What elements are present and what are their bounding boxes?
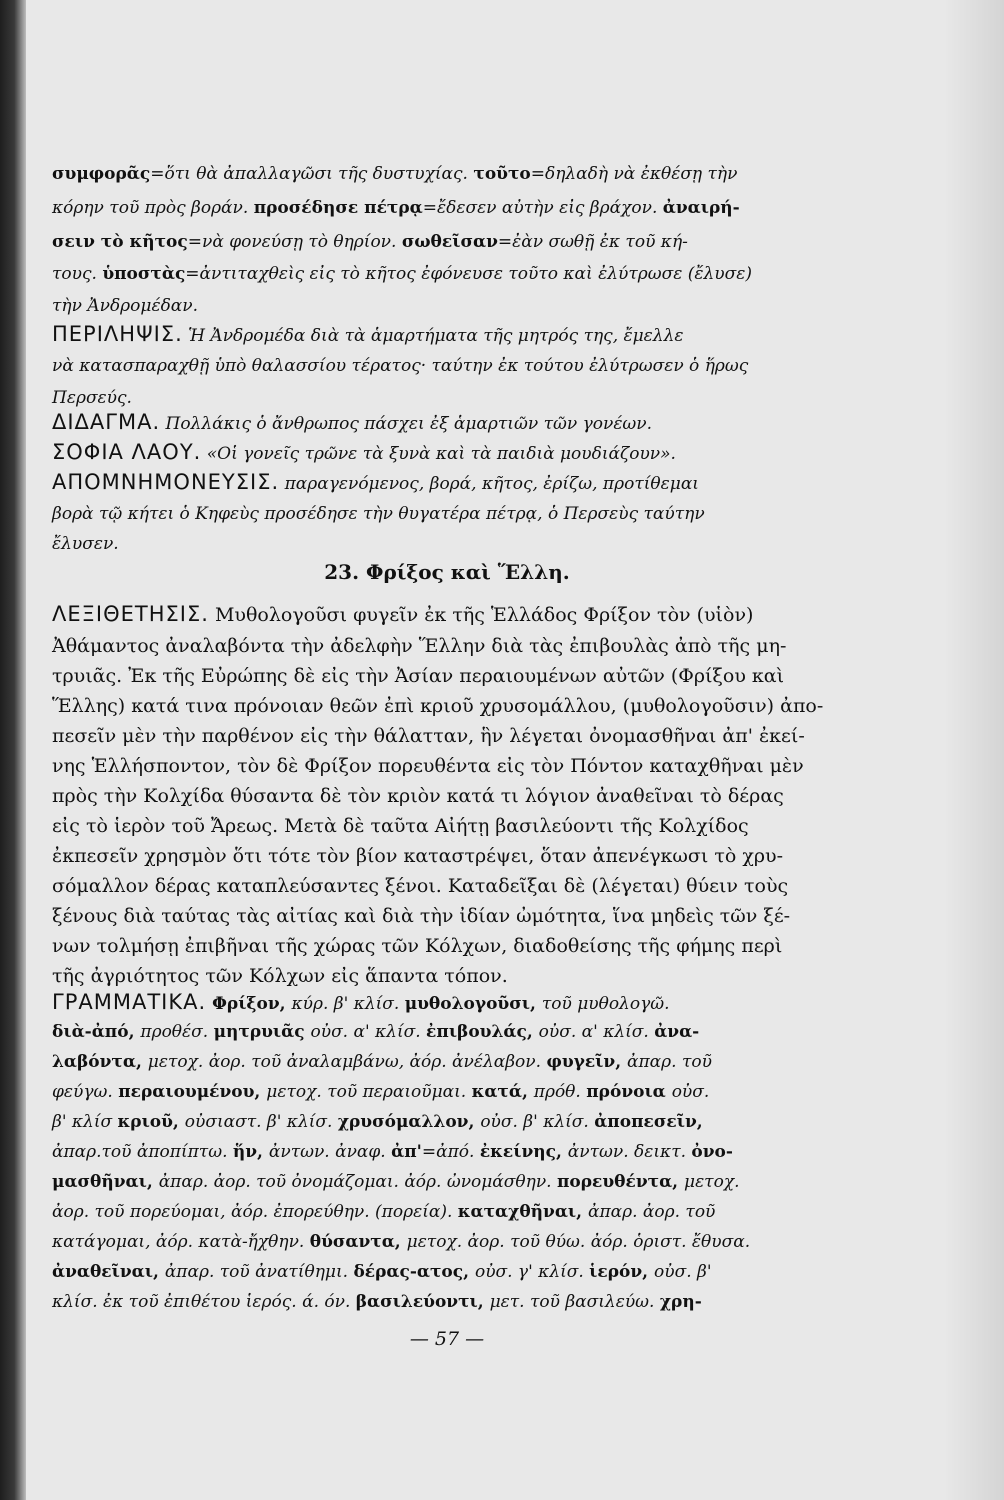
grammar-term: φυγεῖν, (546, 1052, 628, 1072)
page-number: — 57 — (409, 1328, 485, 1350)
rephrasing-text-line: πρὸς τὴν Κολχίδα θύσαντα δὲ τὸν κριὸν κατά τι λόγιον ἀναθεῖναι τὸ δέρας (52, 785, 784, 807)
grammar-note: μετοχ. (684, 1172, 740, 1192)
grammar-term: θύσαντα, (309, 1232, 407, 1252)
grammar-term: βασιλεύοντι, (355, 1292, 490, 1312)
grammar-term: περαιουμένου, (118, 1082, 267, 1102)
rephrasing-text-line: εἰς τὸ ἱερὸν τοῦ Ἄρεως. Μετὰ δὲ ταῦτα Αἰήτῃ βασιλεύοντι τῆς Κολχίδος (52, 815, 749, 837)
grammar-term: κριοῦ, (117, 1112, 185, 1132)
chapter-title: 23. Φρίξος καὶ Ἕλλη. (324, 560, 570, 584)
grammar-note: μετοχ. τοῦ περαιοῦμαι. (266, 1082, 472, 1102)
rephrasing-text-line: Ἀθάμαντος ἀναλαβόντα τὴν ἀδελφὴν Ἕλλην διὰ τὰς ἐπιβουλὰς ἀπὸ τῆς μη- (52, 635, 787, 657)
rephrasing-text-line: τρυιᾶς. Ἐκ τῆς Εὐρώπης δὲ εἰς τὴν Ἀσίαν περαιουμένων αὐτῶν (Φρίξου καὶ (52, 665, 785, 687)
rephrasing-text-line: Ἕλλης) κατά τινα πρόνοιαν θεῶν ἐπὶ κριοῦ χρυσομάλλου, (μυθολογοῦσιν) ἀπο- (52, 695, 824, 717)
grammar-note: ἀντων. ἀναφ. (268, 1142, 392, 1162)
grammar-note: μετοχ. ἀορ. τοῦ ἀναλαμβάνω, ἀόρ. ἀνέλαβον. (147, 1052, 547, 1072)
grammar-term: ἀναθεῖναι, (52, 1262, 165, 1282)
text-line: τὴν Ἀνδρομέδαν. (52, 296, 199, 316)
grammar-note: ἀπαρ. ἀορ. τοῦ (587, 1202, 716, 1222)
grammar-note: ἀπαρ. ἀορ. τοῦ ὀνομάζομαι. ἀόρ. ὠνομάσθην. (158, 1172, 557, 1192)
grammar-term: διὰ-ἀπό, (52, 1022, 141, 1042)
grammar-note: οὐσ. β' κλίσ. (480, 1112, 595, 1132)
scan-page-edge (944, 0, 1004, 1500)
grammar-note: φεύγω. (52, 1082, 119, 1102)
memorize-line: ΑΠΟΜΝΗΜΟΝΕΥΣΙΣ. παραγενόμενος, βορά, κῆτος, ἐρίζω, προτίθεμαι (52, 470, 699, 494)
grammar-note: τοῦ μυθολογῶ. (541, 994, 670, 1014)
grammar-note: ἀντων. δεικτ. (567, 1142, 692, 1162)
grammar-term: πρόνοια (586, 1082, 672, 1102)
grammar-term: πορευθέντα, (556, 1172, 685, 1192)
rephrasing-text-line: τῆς ἀγριότητος τῶν Κόλχων εἰς ἅπαντα τόπον. (52, 965, 508, 987)
grammar-term: καταχθῆναι, (457, 1202, 588, 1222)
grammar-term: ἀνα- (654, 1022, 700, 1042)
rephrasing-text-line: νων τολμήσῃ ἐπιβῆναι τῆς χώρας τῶν Κόλχων, διαδοθείσης τῆς φήμης περὶ (52, 935, 783, 957)
grammar-term: κατά, (471, 1082, 534, 1102)
text-line: βορὰ τῷ κήτει ὁ Κηφεὺς προσέδησε τὴν θυγατέρα πέτρᾳ, ὁ Περσεὺς ταύτην (52, 504, 705, 524)
grammar-note: προθέσ. (140, 1022, 214, 1042)
text-line: τους. ὑποστὰς=ἀντιταχθεὶς εἰς τὸ κῆτος ἐφόνευσε τοῦτο καὶ ἐλύτρωσε (ἔλυσε) (52, 264, 752, 284)
text-line: σειν τὸ κῆτος=νὰ φονεύσῃ τὸ θηρίον. σωθεῖσαν=ἐὰν σωθῇ ἐκ τοῦ κή- (52, 232, 688, 252)
section-heading-rephrasing: ΛΕΞΙΘΕΤΗΣΙΣ. (52, 602, 209, 626)
grammar-term: μητρυιᾶς (213, 1022, 311, 1042)
grammar-line (52, 990, 670, 1016)
grammar-text-line (52, 1260, 712, 1284)
grammar-note: οὐσ. (671, 1082, 710, 1102)
grammar-term: χρυσόμαλλον, (337, 1112, 481, 1132)
grammar-text-line (52, 1020, 699, 1044)
rephrasing-line: ΛΕΞΙΘΕΤΗΣΙΣ. Μυθολογοῦσι φυγεῖν ἐκ τῆς Ἑλλάδος Φρίξον τὸν (υἱὸν) (52, 602, 754, 626)
text-line: ἔλυσεν. (52, 534, 119, 554)
grammar-note: β' κλίσ (52, 1112, 118, 1132)
grammar-term: ὀνο- (691, 1142, 733, 1162)
rephrasing-text-line: ξένους διὰ ταύτας τὰς αἰτίας καὶ διὰ τὴν ἰδίαν ὠμότητα, ἵνα μηδεὶς τῶν ξέ- (52, 905, 791, 927)
text-line: νὰ κατασπαραχθῇ ὑπὸ θαλασσίου τέρατος· ταύτην ἐκ τούτου ἐλύτρωσεν ὁ ἥρως (52, 356, 749, 376)
grammar-term: ἐκείνης, (479, 1142, 568, 1162)
rephrasing-text-line: νης Ἑλλήσποντον, τὸν δὲ Φρίξον πορευθέντα εἰς τὸν Πόντον καταχθῆναι μὲν (52, 755, 804, 777)
grammar-note: ἀπαρ.τοῦ ἀποπίπτω. (52, 1142, 233, 1162)
grammar-text-line (52, 1290, 702, 1314)
grammar-term: ἱερόν, (589, 1262, 655, 1282)
grammar-term: μυθολογοῦσι, (404, 994, 542, 1014)
rephrasing-text-line: ἐκπεσεῖν χρησμὸν ὅτι τότε τὸν βίον καταστρέψει, ὅταν ἀπενέγκωσι τὸ χρυ- (52, 845, 784, 867)
grammar-term: δέρας-ατος, (353, 1262, 475, 1282)
grammar-term: ἀπ' (391, 1142, 422, 1162)
grammar-note: οὐσιαστ. β' κλίσ. (184, 1112, 338, 1132)
grammar-term: ἥν, (232, 1142, 269, 1162)
grammar-term: ἐπιβουλάς, (426, 1022, 539, 1042)
grammar-note: κατάγομαι, ἀόρ. κατὰ-ἤχθην. (52, 1232, 310, 1252)
grammar-note: ἀπαρ. τοῦ (627, 1052, 712, 1072)
grammar-note: οὐσ. β' (654, 1262, 712, 1282)
grammar-text-line (52, 1080, 709, 1104)
lesson-line: ΔΙΔΑΓΜΑ. Πολλάκις ὁ ἄνθρωπος πάσχει ἐξ ἁμαρτιῶν τῶν γονέων. (52, 410, 653, 434)
grammar-note: κύρ. β' κλίσ. (291, 994, 405, 1014)
grammar-note: ἀπαρ. τοῦ ἀνατίθημι. (164, 1262, 354, 1282)
grammar-note: ἀορ. τοῦ πορεύομαι, ἀόρ. ἐπορεύθην. (πορεία). (52, 1202, 458, 1222)
text-line: κόρην τοῦ πρὸς βοράν. προσέδησε πέτρᾳ=ἔδεσεν αὐτὴν εἰς βράχον. ἀναιρή- (52, 198, 740, 218)
grammar-note: πρόθ. (533, 1082, 587, 1102)
grammar-note: οὐσ. α' κλίσ. (310, 1022, 427, 1042)
section-heading-memorize: ΑΠΟΜΝΗΜΟΝΕΥΣΙΣ. (52, 470, 280, 494)
grammar-note: κλίσ. ἐκ τοῦ ἐπιθέτου ἱερός. ά. όν. (52, 1292, 356, 1312)
text-line: Περσεύς. (52, 388, 132, 408)
text-line: συμφορᾶς=ὅτι θὰ ἀπαλλαγῶσι τῆς δυστυχίας. τοῦτο=δηλαδὴ νὰ ἐκθέσῃ τὴν (52, 164, 738, 184)
rephrasing-text-line: σόμαλλον δέρας καταπλεύσαντες ξένοι. Καταδεῖξαι δὲ (λέγεται) θύειν τοὺς (52, 875, 789, 897)
grammar-note: μετ. τοῦ βασιλεύω. (489, 1292, 660, 1312)
grammar-term: Φρίξον, (206, 994, 292, 1014)
grammar-text-line (52, 1230, 750, 1254)
grammar-text-line (52, 1140, 733, 1164)
section-heading-lesson: ΔΙΔΑΓΜΑ. (52, 410, 161, 434)
section-heading-summary: ΠΕΡΙΛΗΨΙΣ. (52, 322, 183, 346)
grammar-text-line (52, 1170, 740, 1194)
grammar-term: λαβόντα, (52, 1052, 148, 1072)
grammar-note: μετοχ. ἀορ. τοῦ θύω. ἀόρ. ὁριστ. ἔθυσα. (406, 1232, 751, 1252)
section-heading-proverb: ΣΟΦΙΑ ΛΑΟΥ. (52, 440, 202, 464)
grammar-text-line (52, 1110, 703, 1134)
proverb-line: ΣΟΦΙΑ ΛΑΟΥ. «Οἱ γονεῖς τρῶνε τὰ ξυνὰ καὶ τὰ παιδιὰ μουδιάζουν». (52, 440, 676, 464)
section-heading-grammar: ΓΡΑΜΜΑΤΙΚΑ. (52, 990, 207, 1014)
grammar-text-line (52, 1050, 712, 1074)
summary-line: ΠΕΡΙΛΗΨΙΣ. Ἡ Ἀνδρομέδα διὰ τὰ ἁμαρτήματα τῆς μητρός της, ἔμελλε (52, 322, 684, 346)
grammar-note: οὐσ. α' κλίσ. (538, 1022, 655, 1042)
grammar-note: οὐσ. γ' κλίσ. (474, 1262, 590, 1282)
scan-binding-edge (0, 0, 26, 1500)
grammar-note: =ἀπό. (421, 1142, 480, 1162)
rephrasing-text-line: πεσεῖν μὲν τὴν παρθένον εἰς τὴν θάλατταν, ἣν λέγεται ὀνομασθῆναι ἀπ' ἐκεί- (52, 725, 805, 747)
grammar-text-line (52, 1200, 715, 1224)
grammar-term: μασθῆναι, (52, 1172, 159, 1192)
grammar-term: ἀποπεσεῖν, (594, 1112, 703, 1132)
grammar-term: χρη- (659, 1292, 702, 1312)
